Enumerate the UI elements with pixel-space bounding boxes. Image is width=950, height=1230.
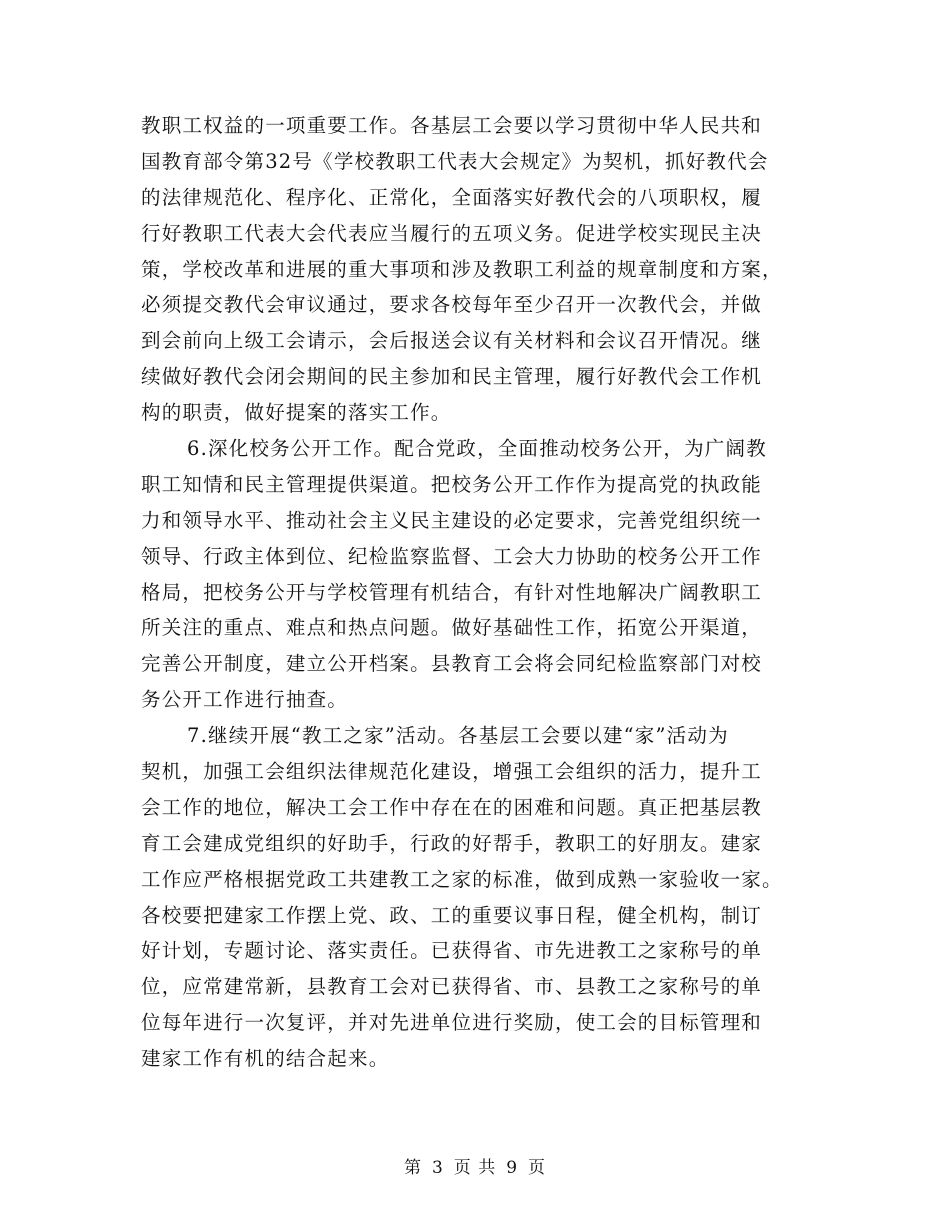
total-pages: 9	[506, 1158, 519, 1178]
page-footer	[0, 1153, 950, 1178]
paragraph-7-first-line: 7.继续开展“教工之家”活动。各基层工会要以建“家”活动为	[187, 724, 729, 748]
text-line: 各校要把建家工作摆上党、政、工的重要议事日程，健全机构，制订	[141, 903, 763, 927]
text-line: 国教育部令第32号《学校教职工代表大会规定》为契机，抓好教代会	[141, 149, 769, 173]
text-line: 育工会建成党组织的好助手，行政的好帮手，教职工的好朋友。建家	[141, 831, 763, 855]
text-line: 完善公开制度，建立公开档案。县教育工会将会同纪检监察部门对校	[141, 652, 763, 676]
document-body	[141, 108, 805, 1077]
paragraph-6-first-line: 6.深化校务公开工作。配合党政，全面推动校务公开，为广阔教	[187, 437, 767, 461]
text-line: 位每年进行一次复评，并对先进单位进行奖励，使工会的目标管理和	[141, 1011, 763, 1035]
page-number: 3	[431, 1158, 444, 1178]
text-line: 契机，加强工会组织法律规范化建设，增强工会组织的活力，提升工	[141, 760, 763, 784]
text-line: 行好教职工代表大会代表应当履行的五项义务。促进学校实现民主决	[141, 221, 763, 245]
text-line: 续做好教代会闭会期间的民主参加和民主管理，履行好教代会工作机	[141, 365, 763, 389]
text-line: 到会前向上级工会请示，会后报送会议有关材料和会议召开情况。继	[141, 329, 763, 353]
text-line: 构的职责，做好提案的落实工作。	[141, 401, 452, 425]
text-line: 职工知情和民主管理提供渠道。把校务公开工作作为提高党的执政能	[141, 472, 763, 496]
page-label-suffix: 页	[528, 1158, 547, 1178]
text-line: 好计划，专题讨论、落实责任。已获得省、市先进教工之家称号的单	[141, 939, 763, 963]
text-line: 策，学校改革和进展的重大事项和涉及教职工利益的规章制度和方案，	[141, 257, 783, 281]
text-line: 会工作的地位，解决工会工作中存在在的困难和问题。真正把基层教	[141, 795, 763, 819]
text-line: 领导、行政主体到位、纪检监察监督、工会大力协助的校务公开工作	[141, 544, 763, 568]
text-line: 必须提交教代会审议通过，要求各校每年至少召开一次教代会，并做	[141, 293, 763, 317]
text-line: 务公开工作进行抽查。	[141, 688, 349, 712]
text-line: 格局，把校务公开与学校管理有机结合，有针对性地解决广阔教职工	[141, 580, 763, 604]
text-line: 力和领导水平、推动社会主义民主建设的必定要求，完善党组织统一	[141, 508, 763, 532]
page-label-prefix: 第	[403, 1158, 422, 1178]
text-line: 工作应严格根据党政工共建教工之家的标准，做到成熟一家验收一家。	[141, 867, 783, 891]
text-line: 的法律规范化、程序化、正常化，全面落实好教代会的八项职权，履	[141, 185, 763, 209]
text-line: 所关注的重点、难点和热点问题。做好基础性工作，拓宽公开渠道，	[141, 616, 763, 640]
text-line: 建家工作有机的结合起来。	[141, 1047, 390, 1071]
page-label-mid: 页 共	[453, 1158, 497, 1178]
text-line: 教职工权益的一项重要工作。各基层工会要以学习贯彻中华人民共和	[141, 114, 763, 137]
text-line: 位，应常建常新，县教育工会对已获得省、市、县教工之家称号的单	[141, 975, 763, 999]
